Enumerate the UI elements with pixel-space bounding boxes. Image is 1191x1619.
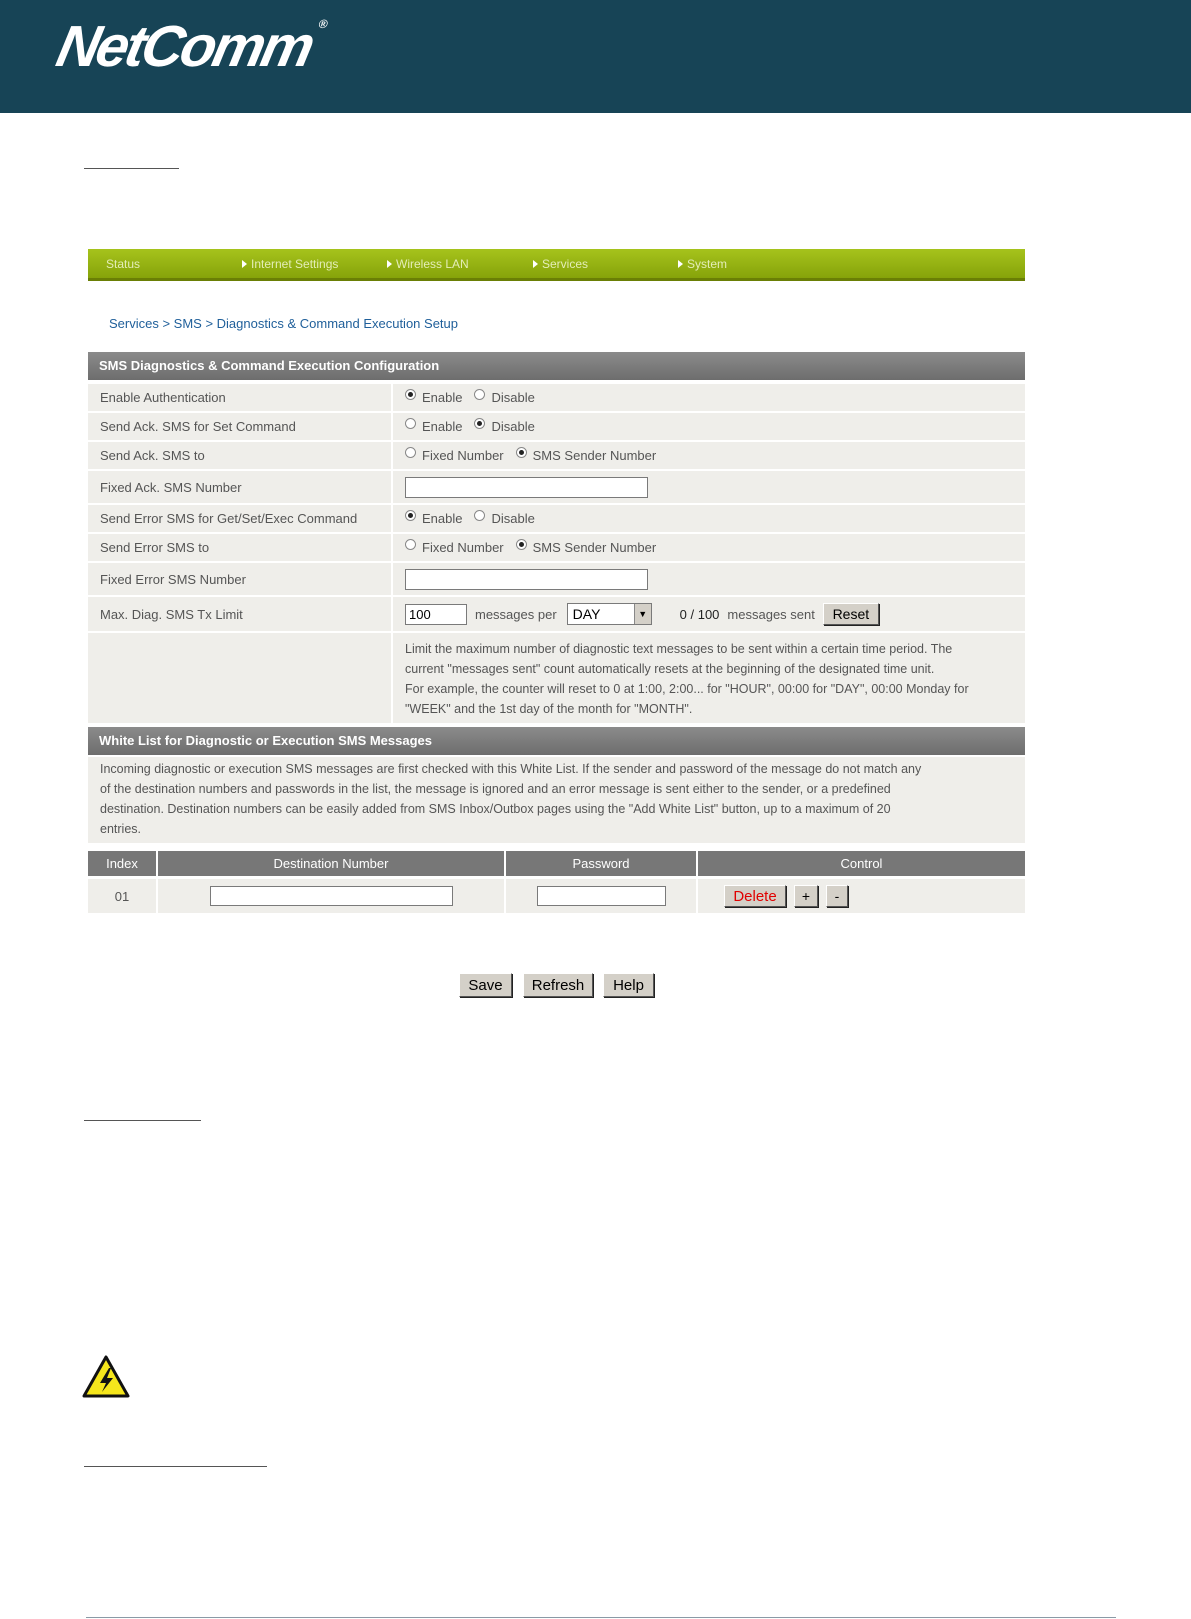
send-error-to-sender-label: SMS Sender Number: [532, 540, 657, 555]
nav-wireless-lan-label: Wireless LAN: [396, 257, 469, 271]
send-ack-label: Send Ack. SMS for Set Command: [88, 413, 391, 440]
send-ack-disable-label: Disable: [491, 419, 535, 434]
add-row-button[interactable]: +: [794, 885, 818, 907]
main-nav: [88, 249, 1025, 281]
arrow-right-icon: [533, 260, 538, 268]
footer-rule: [86, 1617, 1116, 1618]
send-ack-options: [393, 413, 1025, 440]
nav-wireless-lan[interactable]: [387, 257, 469, 271]
fixed-error-input[interactable]: [405, 569, 648, 590]
nav-services-label: Services: [542, 257, 589, 271]
send-error-enable-radio[interactable]: [405, 510, 416, 521]
arrow-right-icon: [242, 260, 247, 268]
help-line: For example, the counter will reset to 0 at 1:00, 2:00... for "HOUR", 00:00 for "DAY", 00:00 Monday for: [405, 682, 969, 696]
send-ack-to-label: Send Ack. SMS to: [88, 442, 391, 469]
period-select-value: DAY: [572, 606, 601, 622]
send-ack-to-sender-radio[interactable]: [516, 447, 527, 458]
desc-line: entries.: [100, 822, 141, 836]
whitelist-description: [88, 757, 1025, 843]
enable-auth-enable-radio[interactable]: [405, 389, 416, 400]
nav-system-label: System: [687, 257, 728, 271]
max-diag-row: [88, 597, 1025, 631]
messages-sent-label: messages sent: [727, 606, 815, 622]
arrow-right-icon: [678, 260, 683, 268]
config-panel: [88, 352, 1025, 724]
nav-services[interactable]: [533, 257, 588, 271]
destination-number-input[interactable]: [210, 886, 453, 906]
send-error-to-fixed-radio[interactable]: [405, 539, 416, 550]
nav-status-label: Status: [106, 257, 141, 271]
send-error-label: Send Error SMS for Get/Set/Exec Command: [88, 505, 391, 532]
reset-button[interactable]: Reset: [823, 603, 879, 625]
whitelist-description-text: [100, 759, 1020, 839]
dropdown-arrow-icon: ▼: [634, 604, 651, 624]
send-error-options: [393, 505, 1025, 532]
fixed-error-value: [393, 563, 1025, 595]
help-line: current "messages sent" count automatically resets at the beginning of the designated time unit.: [405, 662, 935, 676]
max-diag-label: Max. Diag. SMS Tx Limit: [88, 597, 391, 631]
help-row-empty-label: [88, 633, 391, 723]
send-ack-to-sender-label: SMS Sender Number: [532, 448, 657, 463]
messages-per-label: messages per: [475, 606, 557, 622]
send-ack-to-row: [88, 442, 1025, 469]
whitelist-table-header: [88, 851, 1025, 876]
enable-auth-options: [393, 384, 1025, 411]
nav-status[interactable]: [106, 257, 140, 271]
max-diag-help-row: [88, 633, 1025, 723]
config-section-title: SMS Diagnostics & Command Execution Configuration: [88, 352, 1025, 380]
enable-auth-row: [88, 384, 1025, 411]
help-line: Limit the maximum number of diagnostic text messages to be sent within a certain time period. The: [405, 642, 953, 656]
warning-icon: [82, 1355, 130, 1398]
heading-underline: [84, 168, 179, 169]
send-error-disable-radio[interactable]: [474, 510, 485, 521]
password-input[interactable]: [537, 886, 666, 906]
desc-line: destination. Destination numbers can be easily added from SMS Inbox/Outbox pages using the "Add White List" button, up to a maximum of 20: [100, 802, 891, 816]
nav-internet-settings[interactable]: [242, 257, 338, 271]
nav-system[interactable]: [678, 257, 727, 271]
desc-line: of the destination numbers and passwords in the list, the message is ignored and an error message is sent either to the sender, or a predefined: [100, 782, 891, 796]
desc-line: Incoming diagnostic or execution SMS messages are first checked with this White List. If the sender and password of the message do not match any: [100, 762, 922, 776]
enable-auth-disable-label: Disable: [491, 390, 535, 405]
period-select[interactable]: [567, 603, 652, 625]
enable-auth-disable-radio[interactable]: [474, 389, 485, 400]
send-ack-disable-radio[interactable]: [474, 418, 485, 429]
send-error-enable-label: Enable: [422, 511, 463, 526]
heading-underline: [84, 1120, 201, 1121]
send-ack-enable-label: Enable: [422, 419, 463, 434]
whitelist-section-title: White List for Diagnostic or Execution SMS Messages: [88, 727, 1025, 755]
send-ack-to-fixed-radio[interactable]: [405, 447, 416, 458]
send-error-to-label: Send Error SMS to: [88, 534, 391, 561]
refresh-button[interactable]: Refresh: [523, 973, 593, 997]
max-diag-help-text: [405, 639, 1015, 719]
logo-text: NetComm: [51, 14, 318, 79]
send-error-to-fixed-label: Fixed Number: [422, 540, 504, 555]
netcomm-logo: [51, 14, 330, 79]
save-button[interactable]: Save: [459, 973, 512, 997]
max-diag-help: [393, 633, 1025, 723]
heading-underline: [84, 1466, 267, 1467]
row-control-cell: [698, 879, 1025, 913]
help-button[interactable]: Help: [603, 973, 654, 997]
send-error-to-options: [393, 534, 1025, 561]
send-error-to-row: [88, 534, 1025, 561]
fixed-ack-input[interactable]: [405, 477, 648, 498]
col-index-header: Index: [88, 851, 156, 876]
send-ack-to-options: [393, 442, 1025, 469]
messages-count: 0 / 100: [679, 606, 720, 622]
col-control-header: Control: [698, 851, 1025, 876]
max-diag-value: [393, 597, 1025, 631]
enable-auth-enable-label: Enable: [422, 390, 463, 405]
whitelist-panel: [88, 727, 1025, 915]
help-line: "WEEK" and the 1st day of the month for "MONTH".: [405, 702, 693, 716]
delete-button[interactable]: Delete: [724, 885, 786, 907]
arrow-right-icon: [387, 260, 392, 268]
fixed-ack-row: [88, 471, 1025, 503]
breadcrumb: Services > SMS > Diagnostics & Command Execution Setup: [109, 316, 458, 331]
fixed-error-row: [88, 563, 1025, 595]
send-error-disable-label: Disable: [491, 511, 535, 526]
fixed-error-label: Fixed Error SMS Number: [88, 563, 391, 595]
fixed-ack-label: Fixed Ack. SMS Number: [88, 471, 391, 503]
row-password-cell: [506, 879, 696, 913]
col-destination-header: Destination Number: [158, 851, 504, 876]
logo-reg-mark: ®: [317, 17, 330, 31]
send-ack-enable-radio[interactable]: [405, 418, 416, 429]
nav-internet-settings-label: Internet Settings: [251, 257, 339, 271]
send-error-row: [88, 505, 1025, 532]
send-ack-to-fixed-label: Fixed Number: [422, 448, 504, 463]
remove-row-button[interactable]: -: [826, 885, 848, 907]
send-ack-row: [88, 413, 1025, 440]
row-destination-cell: [158, 879, 504, 913]
max-diag-limit-input[interactable]: 100: [405, 604, 467, 625]
col-password-header: Password: [506, 851, 696, 876]
enable-auth-label: Enable Authentication: [88, 384, 391, 411]
row-index: 01: [88, 879, 156, 913]
fixed-ack-value: [393, 471, 1025, 503]
table-row: [88, 879, 1025, 913]
send-error-to-sender-radio[interactable]: [516, 539, 527, 550]
page-header: [0, 0, 1191, 113]
